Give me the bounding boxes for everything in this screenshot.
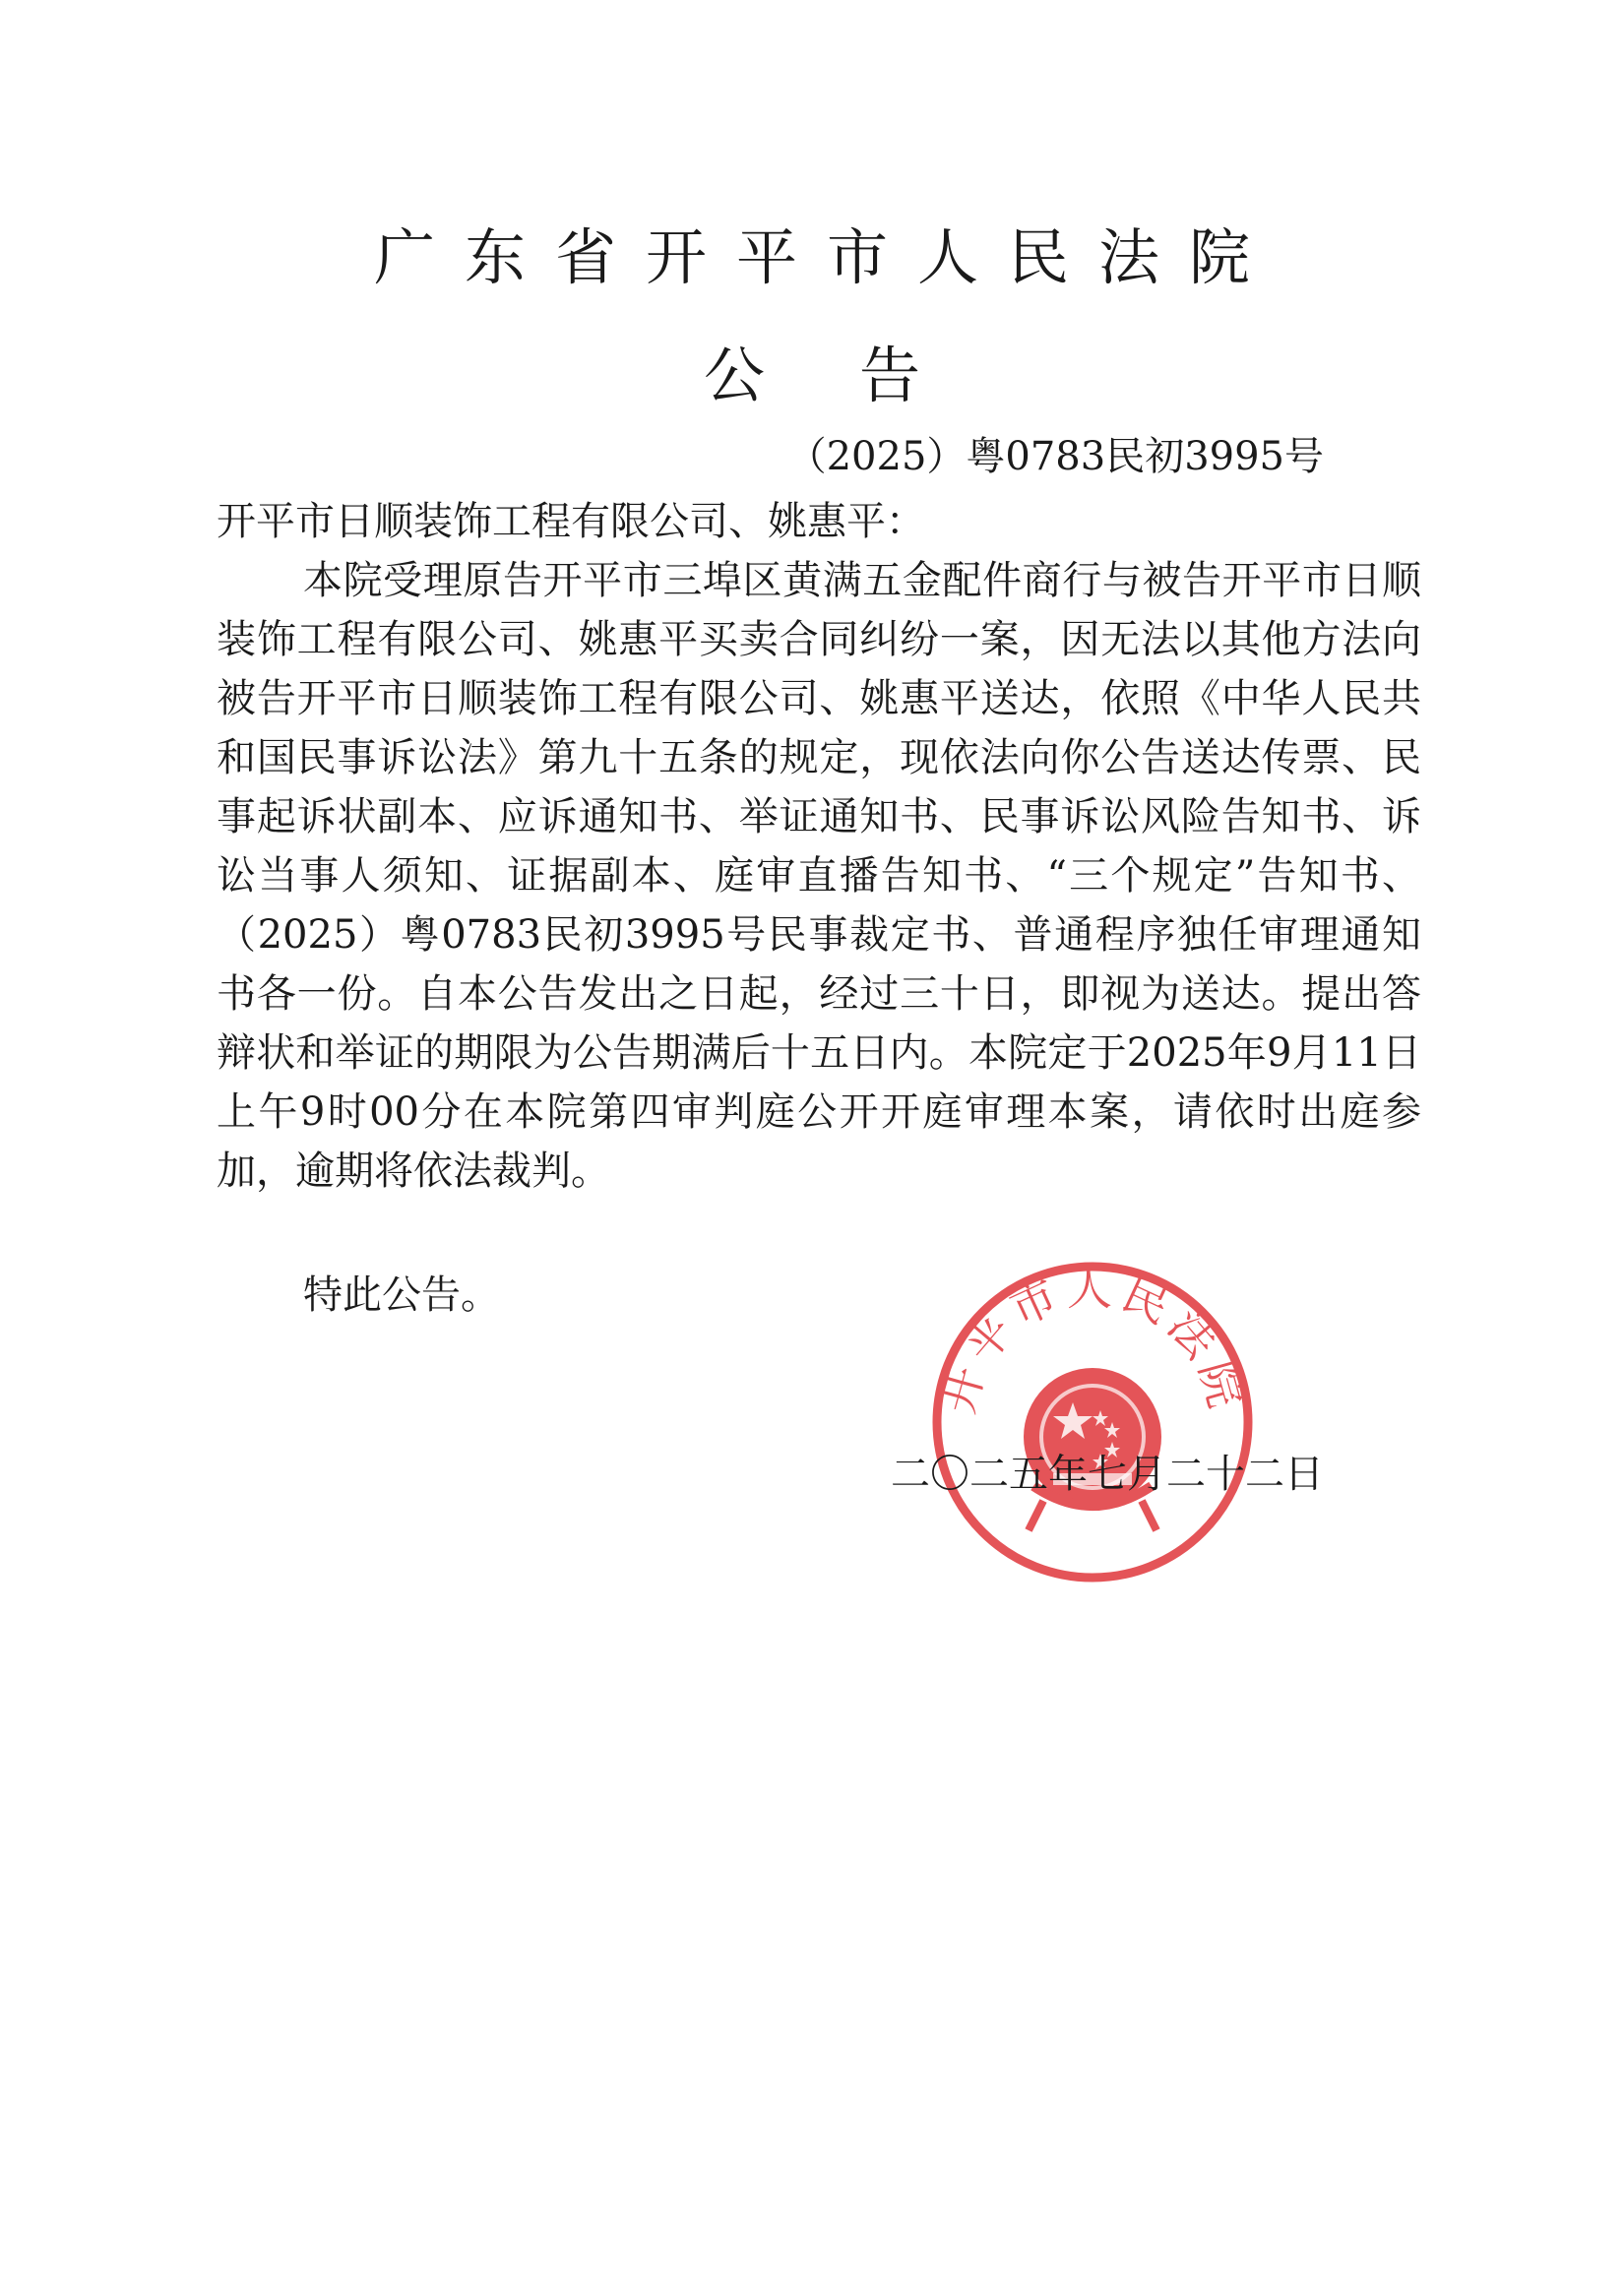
notice-body-paragraph: 本院受理原告开平市三埠区黄满五金配件商行与被告开平市日顺装饰工程有限公司、姚惠平买卖合同纠纷一案，因无法以其他方法向被告开平市日顺装饰工程有限公司、姚惠平送达，依照《中华人民共和国民事诉讼法》第九十五条的规定，现依法向你公告送达传票、民事起诉状副本、应诉通知书、举证通知书、民事诉讼风险告知书、诉讼当事人须知、证据副本、庭审直播告知书、“三个规定”告知书、（2025）粤0783民初3995号民事裁定书、普通程序独任审理通知书各一份。自本公告发出之日起，经过三十日，即视为送达。提出答辩状和举证的期限为公告期满后十五日内。本院定于2025年9月11日上午9时00分在本院第四审判庭公开开庭审理本案，请依时出庭参加，逾期将依法裁判。 — [217, 558, 1421, 1194]
case-number: （2025）粤0783民初3995号 — [786, 434, 1324, 479]
seal-arc-text: 开平市人民法院 — [930, 1262, 1255, 1419]
addressee-line: 开平市日顺装饰工程有限公司、姚惠平： — [217, 499, 925, 544]
closing-line: 特此公告。 — [303, 1272, 500, 1318]
issue-date: 二〇二五年七月二十二日 — [891, 1452, 1324, 1497]
document-type-heading: 公告 — [703, 340, 1015, 411]
court-seal-stamp — [925, 1255, 1260, 1589]
seal-graphic — [925, 1255, 1260, 1589]
court-name-heading: 广东省开平市人民法院 — [373, 221, 1280, 293]
